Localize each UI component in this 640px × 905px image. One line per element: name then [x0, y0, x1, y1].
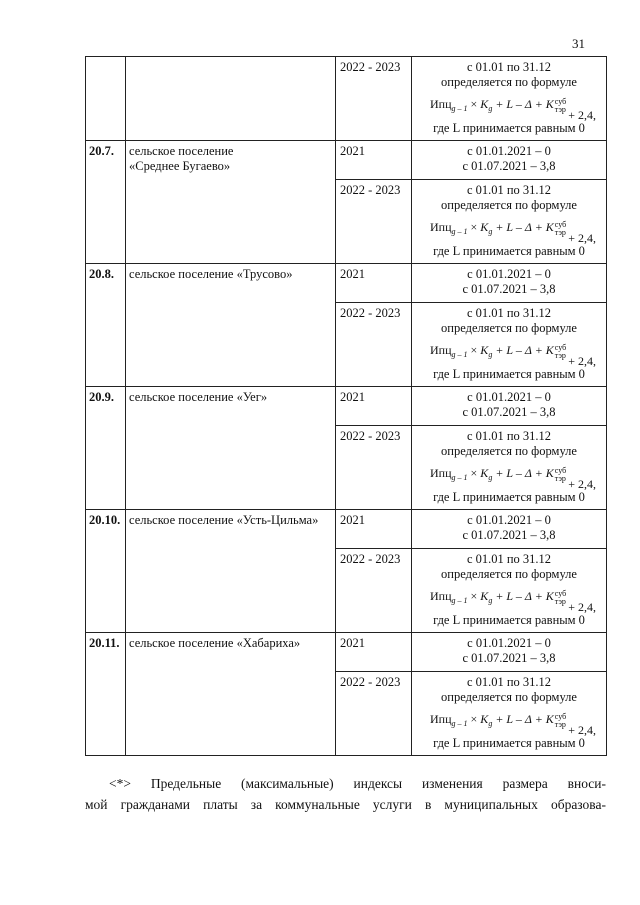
index-cell: [412, 264, 607, 303]
index-note: где L принимается равным 0: [433, 490, 585, 504]
formula-k2-sup: суб: [554, 220, 567, 229]
settlement-name: сельское поселение «Хабариха»: [129, 636, 301, 650]
formula-prefix-sub: g – 1: [451, 596, 468, 605]
index-cell: [412, 549, 607, 633]
settlement-name-cell: [126, 387, 336, 510]
settlement-name-cell: [126, 510, 336, 633]
row-number: 20.8.: [89, 267, 114, 281]
row-number-cell: [86, 264, 126, 387]
index-text-line: с 01.01.2021 – 0: [467, 267, 551, 281]
period-year: 2022 - 2023: [340, 60, 401, 74]
formula-prefix: Ипц: [430, 97, 452, 111]
row-number-cell: [86, 387, 126, 510]
formula-tail: + 2,4,: [568, 600, 596, 614]
index-cell: [412, 57, 607, 141]
table-row: [86, 387, 607, 426]
formula-k: K: [480, 589, 489, 603]
index-text-line: с 01.07.2021 – 3,8: [462, 651, 556, 665]
formula-k2-sub: тэр: [554, 351, 566, 360]
period-year: 2022 - 2023: [340, 183, 401, 197]
index-text-line: с 01.01 по 31.12: [466, 306, 552, 320]
period-year: 2021: [340, 267, 365, 281]
period-cell: [336, 303, 412, 387]
period-year: 2021: [340, 390, 365, 404]
index-note: где L принимается равным 0: [433, 736, 585, 750]
formula-k: K: [480, 712, 489, 726]
formula-tail: + 2,4,: [568, 354, 596, 368]
row-number-cell: [86, 510, 126, 633]
row-number: 20.10.: [89, 513, 121, 527]
table-row: [86, 510, 607, 549]
index-note: где L принимается равным 0: [433, 121, 585, 135]
index-text-line: с 01.01 по 31.12: [466, 60, 552, 74]
formula-prefix: Ипц: [430, 712, 452, 726]
tariff-table: [85, 56, 607, 756]
row-number: 20.7.: [89, 144, 114, 158]
formula-rest: + L – Δ + K: [495, 712, 554, 726]
index-text-line: определяется по формуле: [441, 75, 577, 89]
period-cell: [336, 672, 412, 756]
period-cell: [336, 141, 412, 180]
settlement-name: сельское поселение «Среднее Бугаево»: [129, 144, 234, 173]
index-text-line: с 01.07.2021 – 3,8: [462, 528, 556, 542]
formula-tail: + 2,4,: [568, 108, 596, 122]
period-cell: [336, 510, 412, 549]
formula-rest: + L – Δ + K: [495, 220, 554, 234]
period-year: 2022 - 2023: [340, 675, 401, 689]
formula-k2-sub: тэр: [554, 228, 566, 237]
formula-k2-sup: суб: [554, 589, 567, 598]
formula-prefix: Ипц: [430, 466, 452, 480]
index-text-line: с 01.07.2021 – 3,8: [462, 159, 556, 173]
index-text-line: с 01.01 по 31.12: [466, 675, 552, 689]
formula-rest: + L – Δ + K: [495, 97, 554, 111]
formula-k: K: [480, 343, 489, 357]
settlement-name: сельское поселение «Трусово»: [129, 267, 293, 281]
formula-prefix: Ипц: [430, 589, 452, 603]
formula-k2-sub: тэр: [554, 597, 566, 606]
period-cell: [336, 387, 412, 426]
row-number-cell: [86, 57, 126, 141]
index-note: где L принимается равным 0: [433, 613, 585, 627]
index-cell: [412, 387, 607, 426]
formula-prefix-sub: g – 1: [451, 227, 468, 236]
row-number-cell: [86, 633, 126, 756]
index-text-line: определяется по формуле: [441, 690, 577, 704]
period-year: 2021: [340, 144, 365, 158]
index-text-line: определяется по формуле: [441, 321, 577, 335]
settlement-name-cell: [126, 633, 336, 756]
index-text-line: с 01.01.2021 – 0: [467, 390, 551, 404]
period-year: 2021: [340, 636, 365, 650]
index-formula: $Ипц_{g - 1} \times K_g + L - \Delta + K$ суб тэр + 2,4,: [430, 220, 596, 245]
formula-k2-sup: суб: [554, 712, 567, 721]
formula-k2-sup: суб: [554, 97, 567, 106]
index-text-line: с 01.01.2021 – 0: [467, 144, 551, 158]
formula-k-sub: g: [488, 719, 493, 728]
formula-k2-sup: суб: [554, 466, 567, 475]
formula-tail: + 2,4,: [568, 477, 596, 491]
formula-prefix-sub: g – 1: [451, 719, 468, 728]
formula-k-sub: g: [488, 350, 493, 359]
formula-k: K: [480, 97, 489, 111]
index-text-line: определяется по формуле: [441, 567, 577, 581]
formula-k: K: [480, 220, 489, 234]
formula-k-sub: g: [488, 227, 493, 236]
period-year: 2022 - 2023: [340, 306, 401, 320]
settlement-name: сельское поселение «Усть-Цильма»: [129, 513, 319, 527]
period-cell: [336, 57, 412, 141]
index-cell: [412, 180, 607, 264]
page-number: 31: [572, 36, 585, 51]
period-cell: [336, 549, 412, 633]
row-number: [86, 57, 125, 60]
formula-k-sub: g: [488, 596, 493, 605]
period-year: 2021: [340, 513, 365, 527]
formula-k2-sub: тэр: [554, 474, 566, 483]
settlement-name: сельское поселение «Уег»: [129, 390, 268, 404]
index-text-line: с 01.07.2021 – 3,8: [462, 282, 556, 296]
formula-rest: + L – Δ + K: [495, 466, 554, 480]
formula-k: K: [480, 466, 489, 480]
index-formula: $Ипц_{g - 1} \times K_g + L - \Delta + K$ суб тэр + 2,4,: [430, 97, 596, 122]
index-formula: $Ипц_{g - 1} \times K_g + L - \Delta + K$ суб тэр + 2,4,: [430, 712, 596, 737]
formula-k-sub: g: [488, 104, 493, 113]
period-year: 2022 - 2023: [340, 552, 401, 566]
formula-prefix: Ипц: [430, 343, 452, 357]
row-number: 20.11.: [89, 636, 120, 650]
footnote-line: мой гражданами платы за коммунальные услуги в муниципальных образова-: [85, 797, 606, 812]
table-row: [86, 633, 607, 672]
footnote: [85, 773, 606, 815]
formula-k2-sub: тэр: [554, 105, 566, 114]
settlement-name-cell: [126, 57, 336, 141]
index-cell: [412, 633, 607, 672]
row-number-cell: [86, 141, 126, 264]
index-text-line: с 01.01.2021 – 0: [467, 513, 551, 527]
index-formula: $Ипц_{g - 1} \times K_g + L - \Delta + K$ суб тэр + 2,4,: [430, 343, 596, 368]
settlement-name: [126, 57, 335, 60]
index-cell: [412, 672, 607, 756]
period-cell: [336, 264, 412, 303]
index-text-line: определяется по формуле: [441, 444, 577, 458]
index-text-line: определяется по формуле: [441, 198, 577, 212]
row-number: 20.9.: [89, 390, 114, 404]
index-cell: [412, 303, 607, 387]
formula-prefix-sub: g – 1: [451, 350, 468, 359]
period-year: 2022 - 2023: [340, 429, 401, 443]
index-note: где L принимается равным 0: [433, 244, 585, 258]
settlement-name-cell: [126, 264, 336, 387]
formula-prefix-sub: g – 1: [451, 104, 468, 113]
index-text-line: с 01.01 по 31.12: [466, 183, 552, 197]
period-cell: [336, 633, 412, 672]
table-row: [86, 264, 607, 303]
index-note: где L принимается равным 0: [433, 367, 585, 381]
period-cell: [336, 426, 412, 510]
index-text-line: с 01.01 по 31.12: [466, 429, 552, 443]
period-cell: [336, 180, 412, 264]
index-formula: $Ипц_{g - 1} \times K_g + L - \Delta + K$ суб тэр + 2,4,: [430, 589, 596, 614]
formula-k2-sub: тэр: [554, 720, 566, 729]
footnote-line: <*> Предельные (максимальные) индексы изменения размера вноси-: [109, 776, 606, 791]
formula-tail: + 2,4,: [568, 231, 596, 245]
formula-prefix: Ипц: [430, 220, 452, 234]
formula-rest: + L – Δ + K: [495, 589, 554, 603]
index-cell: [412, 426, 607, 510]
index-cell: [412, 141, 607, 180]
table-row: [86, 57, 607, 141]
index-cell: [412, 510, 607, 549]
index-text-line: с 01.01.2021 – 0: [467, 636, 551, 650]
formula-prefix-sub: g – 1: [451, 473, 468, 482]
formula-k2-sup: суб: [554, 343, 567, 352]
formula-rest: + L – Δ + K: [495, 343, 554, 357]
index-text-line: с 01.01 по 31.12: [466, 552, 552, 566]
table-row: [86, 141, 607, 180]
formula-tail: + 2,4,: [568, 723, 596, 737]
index-formula: $Ипц_{g - 1} \times K_g + L - \Delta + K$ суб тэр + 2,4,: [430, 466, 596, 491]
index-text-line: с 01.07.2021 – 3,8: [462, 405, 556, 419]
settlement-name-cell: [126, 141, 336, 264]
formula-k-sub: g: [488, 473, 493, 482]
